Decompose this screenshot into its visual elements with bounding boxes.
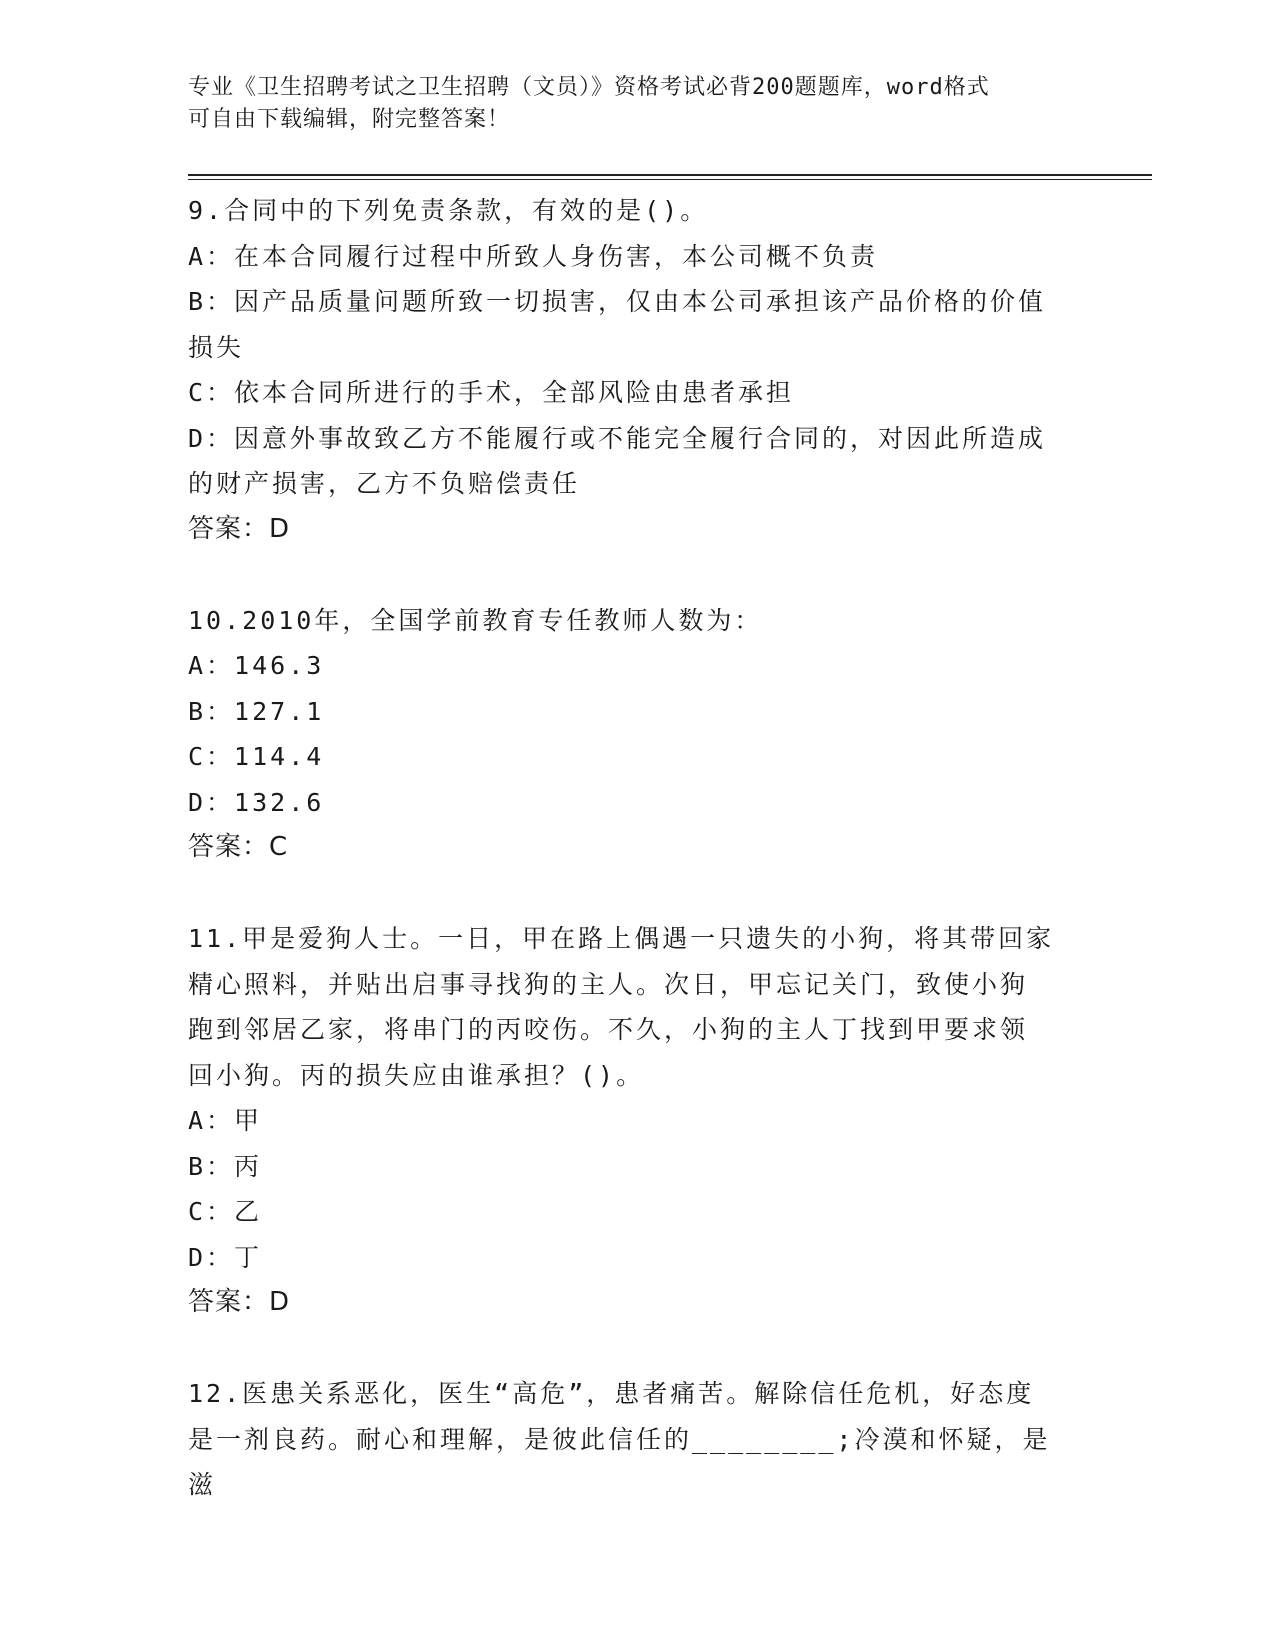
header-divider-thick bbox=[188, 174, 1152, 176]
question-stem-continued: 精心照料，并贴出启事寻找狗的主人。次日，甲忘记关门，致使小狗 bbox=[188, 969, 1029, 999]
option-b: B：127.1 bbox=[188, 696, 325, 726]
spacer bbox=[188, 871, 1078, 917]
option-a: A：甲 bbox=[188, 1106, 263, 1135]
question-10 bbox=[188, 598, 1078, 871]
question-stem-continued: 回小狗。丙的损失应由谁承担？()。 bbox=[188, 1060, 645, 1090]
option-a: A：146.3 bbox=[188, 651, 325, 680]
answer: 答案：D bbox=[188, 513, 291, 544]
question-stem: 9.合同中的下列免责条款，有效的是()。 bbox=[188, 196, 709, 225]
option-d-continued: 的财产损害，乙方不负赔偿责任 bbox=[188, 469, 581, 498]
option-b: B：因产品质量问题所致一切损害，仅由本公司承担该产品价格的价值 bbox=[188, 287, 1047, 316]
question-9 bbox=[188, 188, 1078, 552]
option-d: D：因意外事故致乙方不能履行或不能完全履行合同的，对因此所造成 bbox=[188, 423, 1047, 453]
question-stem-continued: 跑到邻居乙家，将串门的丙咬伤。不久，小狗的主人丁找到甲要求领 bbox=[188, 1015, 1029, 1044]
question-11 bbox=[188, 916, 1078, 1326]
option-b: B：丙 bbox=[188, 1151, 263, 1181]
option-d: D：丁 bbox=[188, 1242, 263, 1272]
header-divider-thin bbox=[188, 179, 1152, 180]
question-12 bbox=[188, 1371, 1078, 1508]
option-c: C：114.4 bbox=[188, 742, 325, 771]
option-c: C：乙 bbox=[188, 1197, 263, 1226]
answer: 答案：D bbox=[188, 1287, 291, 1317]
option-c: C：依本合同所进行的手术，全部风险由患者承担 bbox=[188, 378, 795, 407]
header-line-1: 专业《卫生招聘考试之卫生招聘（文员）》资格考试必背200题题库，word格式 bbox=[188, 75, 990, 100]
question-stem: 11.甲是爱狗人士。一日，甲在路上偶遇一只遗失的小狗，将其带回家 bbox=[188, 924, 1055, 953]
option-d: D：132.6 bbox=[188, 787, 325, 817]
spacer bbox=[188, 1326, 1078, 1372]
question-stem: 10.2010年，全国学前教育专任教师人数为： bbox=[188, 605, 763, 635]
spacer bbox=[188, 552, 1078, 598]
question-stem: 12.医患关系恶化，医生“高危”，患者痛苦。解除信任危机，好态度 bbox=[188, 1379, 1035, 1408]
document-header bbox=[188, 72, 1068, 136]
header-line-2: 可自由下载编辑，附完整答案！ bbox=[188, 107, 511, 132]
answer: 答案：C bbox=[188, 832, 289, 862]
question-list bbox=[188, 188, 1078, 1508]
option-b-continued: 损失 bbox=[188, 332, 245, 362]
option-a: A：在本合同履行过程中所致人身伤害，本公司概不负责 bbox=[188, 241, 879, 271]
question-stem-continued: 是一剂良药。耐心和理解，是彼此信任的________;冷漠和怀疑，是滋 bbox=[188, 1424, 1051, 1499]
